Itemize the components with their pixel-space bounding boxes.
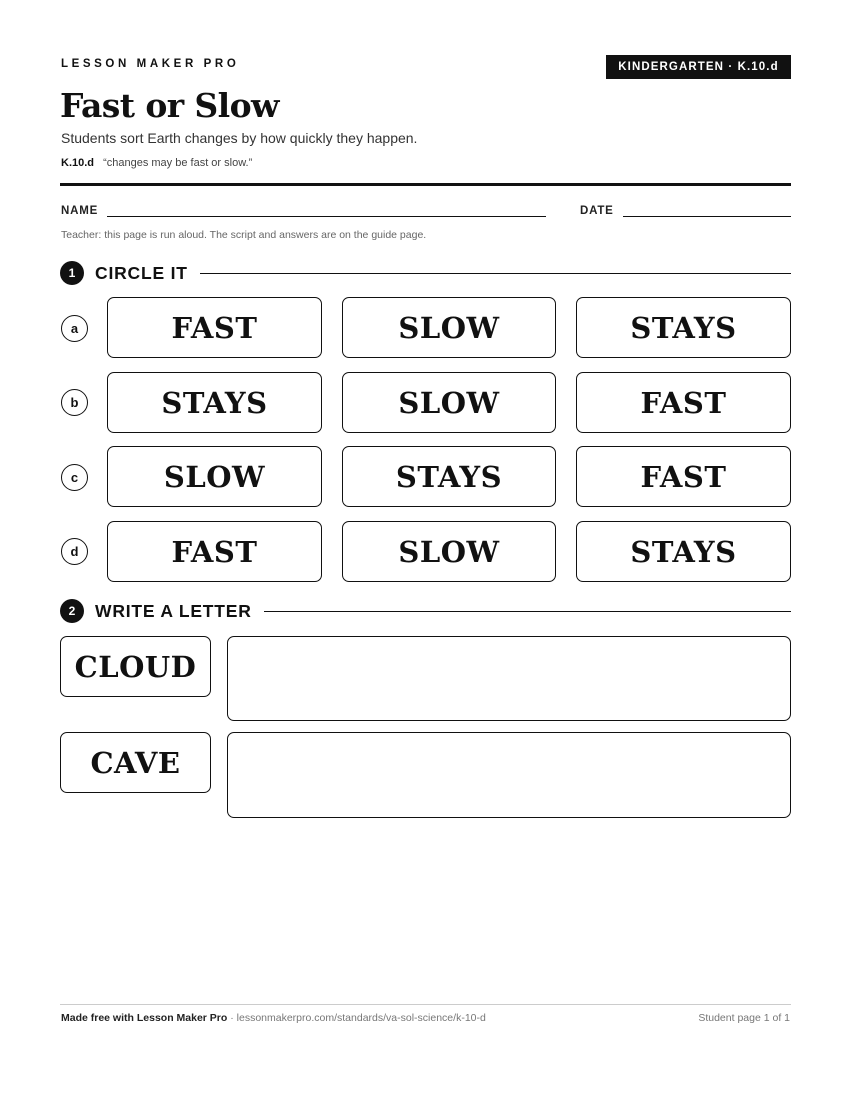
header-divider xyxy=(60,183,791,186)
write-box-cloud[interactable] xyxy=(227,636,791,721)
choice-b-1[interactable]: STAYS xyxy=(107,372,322,433)
choice-c-1[interactable]: SLOW xyxy=(107,446,322,507)
choice-b-2[interactable]: SLOW xyxy=(342,372,556,433)
section-circle-it xyxy=(60,261,791,285)
name-field[interactable] xyxy=(107,216,546,217)
choice-d-2[interactable]: SLOW xyxy=(342,521,556,582)
standard-code: K.10.d xyxy=(61,157,95,169)
section-rule xyxy=(200,273,791,274)
word-card-cloud: CLOUD xyxy=(60,636,211,697)
row-letter-a: a xyxy=(61,315,88,342)
teacher-note: Teacher: this page is run aloud. The script and answers are on the guide page. xyxy=(61,229,427,241)
row-letter-b: b xyxy=(61,389,88,416)
brand-name: LESSON MAKER PRO xyxy=(61,58,240,70)
choice-a-3[interactable]: STAYS xyxy=(576,297,791,358)
row-letter-c: c xyxy=(61,464,88,491)
choice-c-3[interactable]: FAST xyxy=(576,446,791,507)
word-card-cave: CAVE xyxy=(60,732,211,793)
standard-line xyxy=(61,157,252,169)
footer-divider xyxy=(60,1004,791,1005)
choice-a-1[interactable]: FAST xyxy=(107,297,322,358)
section-rule xyxy=(264,611,791,612)
footer-url[interactable]: · lessonmakerpro.com/standards/va-sol-science/k-10-d xyxy=(227,1012,486,1024)
section-number: 2 xyxy=(60,599,84,623)
date-label: DATE xyxy=(580,205,614,217)
footer-made-with: Made free with Lesson Maker Pro xyxy=(61,1012,228,1024)
grade-standard-badge: KINDERGARTEN · K.10.d xyxy=(606,55,791,79)
choice-d-3[interactable]: STAYS xyxy=(576,521,791,582)
date-field[interactable] xyxy=(623,216,791,217)
choice-b-3[interactable]: FAST xyxy=(576,372,791,433)
page-title: Fast or Slow xyxy=(60,86,279,125)
choice-c-2[interactable]: STAYS xyxy=(342,446,556,507)
row-letter-d: d xyxy=(61,538,88,565)
section-heading: CIRCLE IT xyxy=(95,262,188,283)
section-heading: WRITE A LETTER xyxy=(95,600,252,621)
section-write-a-letter xyxy=(60,599,791,623)
standard-text: “changes may be fast or slow.” xyxy=(103,157,253,169)
choice-a-2[interactable]: SLOW xyxy=(342,297,556,358)
page-subtitle: Students sort Earth changes by how quickly they happen. xyxy=(61,130,418,146)
choice-d-1[interactable]: FAST xyxy=(107,521,322,582)
write-box-cave[interactable] xyxy=(227,732,791,818)
footer-credit xyxy=(61,1012,486,1024)
name-label: NAME xyxy=(61,205,99,217)
footer-page-number: Student page 1 of 1 xyxy=(698,1012,790,1024)
section-number: 1 xyxy=(60,261,84,285)
